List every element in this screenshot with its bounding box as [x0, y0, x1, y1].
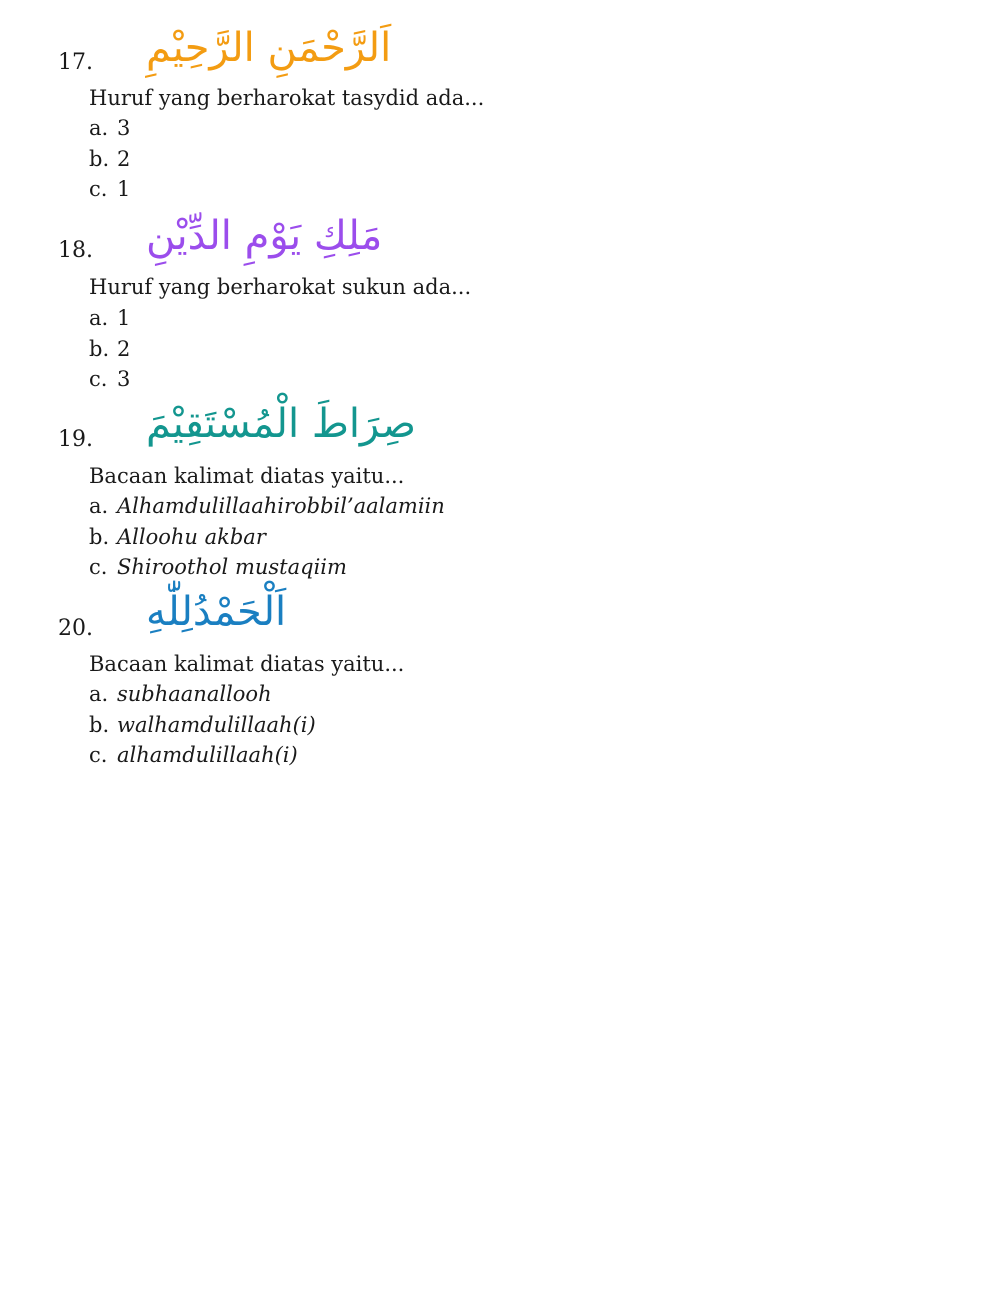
option-letter: b.	[89, 336, 110, 361]
option-text: Alhamdulillaahirobbil’aalamiin	[117, 494, 445, 518]
option-letter: a.	[89, 682, 109, 706]
option-text: Shiroothol mustaqiim	[117, 555, 347, 579]
question-number-20: 20.	[58, 616, 93, 641]
option-17-a[interactable]	[89, 113, 130, 144]
option-text: 3	[117, 367, 131, 391]
option-letter: c.	[89, 177, 108, 201]
option-text: subhaanallooh	[117, 682, 272, 706]
question-prompt-17: Huruf yang berharokat tasydid ada...	[89, 86, 485, 110]
option-list-19	[89, 491, 445, 583]
arabic-phrase-19: صِرَاطَ الْمُسْتَقِيْمَ	[146, 401, 416, 447]
option-letter: b.	[89, 712, 110, 737]
question-number-19: 19.	[58, 427, 93, 452]
option-letter: c.	[89, 367, 108, 391]
option-letter: c.	[89, 555, 108, 579]
question-prompt-18: Huruf yang berharokat sukun ada...	[89, 275, 472, 299]
option-text: 3	[117, 116, 131, 140]
option-19-a[interactable]	[89, 491, 445, 522]
question-prompt-19: Bacaan kalimat diatas yaitu...	[89, 464, 405, 488]
option-17-c[interactable]	[89, 174, 130, 205]
question-prompt-20: Bacaan kalimat diatas yaitu...	[89, 652, 405, 676]
arabic-phrase-17: اَلرَّحْمَنِ الرَّحِيْمِ	[146, 25, 392, 71]
arabic-phrase-18: مَلِكِ يَوْمِ الدِّيْنِ	[146, 213, 383, 259]
question-number-17: 17.	[58, 50, 93, 75]
option-list-20	[89, 679, 316, 771]
option-list-18	[89, 303, 130, 395]
option-letter: a.	[89, 116, 109, 140]
option-text: 2	[117, 336, 131, 361]
option-text: 1	[117, 306, 131, 330]
arabic-phrase-20: اَلْحَمْدُلِلّٰهِ	[146, 589, 287, 635]
option-18-a[interactable]	[89, 303, 130, 334]
question-number-18: 18.	[58, 238, 93, 263]
option-19-c[interactable]	[89, 552, 445, 583]
option-text: 1	[117, 177, 131, 201]
option-list-17	[89, 113, 130, 205]
option-letter: c.	[89, 743, 108, 767]
option-letter: b.	[89, 524, 110, 549]
option-text: alhamdulillaah(i)	[117, 743, 298, 767]
option-19-b[interactable]	[89, 522, 445, 553]
option-letter: b.	[89, 146, 110, 171]
option-letter: a.	[89, 306, 109, 330]
option-letter: a.	[89, 494, 109, 518]
option-20-c[interactable]	[89, 740, 316, 771]
option-18-c[interactable]	[89, 364, 130, 395]
option-18-b[interactable]	[89, 334, 130, 365]
option-text: walhamdulillaah(i)	[117, 712, 316, 737]
option-20-a[interactable]	[89, 679, 316, 710]
option-text: Alloohu akbar	[117, 524, 266, 549]
option-17-b[interactable]	[89, 144, 130, 175]
option-text: 2	[117, 146, 131, 171]
option-20-b[interactable]	[89, 710, 316, 741]
